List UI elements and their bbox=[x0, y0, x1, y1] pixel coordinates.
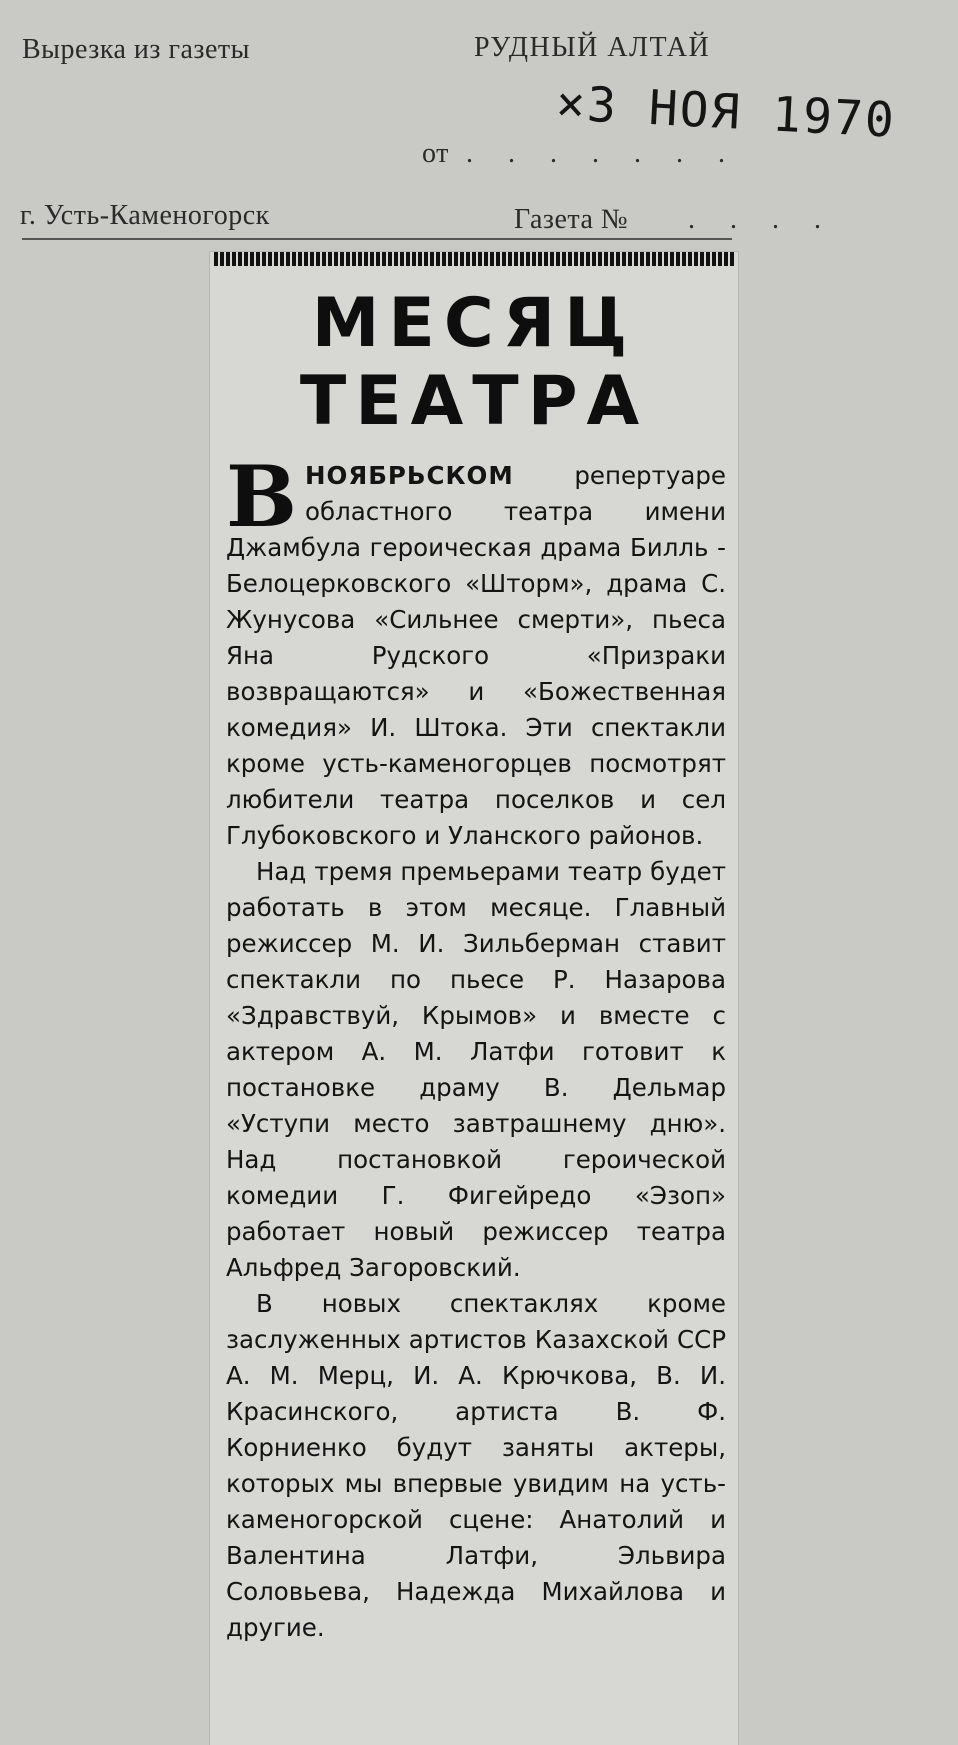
clipping-label: Вырезка из газеты bbox=[22, 34, 250, 65]
clipping-top-border bbox=[214, 252, 736, 266]
headline-line-2: ТЕАТРА bbox=[299, 362, 649, 441]
drop-cap: В bbox=[226, 447, 297, 546]
lead-word: НОЯБРЬСКОМ bbox=[305, 461, 514, 490]
issue-number-label: Газета № bbox=[514, 204, 629, 235]
article-paragraph-2: Над тремя премьерами театр будет работать в этом месяце. Главный режиссер М. И. Зильберман ставит спектакли по пьесе Р. Назарова «Здравствуй, Крымов» и вместе с актером А. М. Латфи готовит к постановке драму В. Дельмар «Уступи место завтрашнему дню». Над постановкой героической комедии Г. Фигейредо «Эзоп» работает новый режиссер театра Альфред Загоровский. bbox=[226, 857, 726, 1282]
headline-line-1: МЕСЯЦ bbox=[311, 284, 637, 363]
article-paragraph-1 bbox=[226, 447, 726, 854]
article-body bbox=[226, 447, 726, 1646]
city-label: г. Усть-Каменогорск bbox=[20, 200, 270, 231]
header-rule bbox=[22, 238, 732, 240]
paragraph-1-text: репертуаре областного театра имени Джамбула героическая драма Билль - Белоцерковского «Шторм», драма С. Жунусова «Сильнее смерти», пьеса Яна Рудского «Призраки возвращаются» и «Божественная комедия» И. Штока. Эти спектакли кроме усть-каменогорцев посмотрят любители театра поселков и сел Глубоковского и Уланского районов. bbox=[226, 461, 726, 850]
date-stamp: ×3 НОЯ 1970 bbox=[554, 75, 898, 149]
date-label: от bbox=[422, 138, 449, 169]
article-paragraph-3: В новых спектаклях кроме заслуженных артистов Казахской ССР А. М. Мерц, И. А. Крючкова, В. И. Красинского, артиста В. Ф. Корниенко будут заняты актеры, которых мы впервые увидим на усть-каменогорской сцене: Анатолий и Валентина Латфи, Эльвира Соловьева, Надежда Михайлова и другие. bbox=[226, 1289, 726, 1642]
date-dots: . . . . . . . bbox=[466, 138, 739, 169]
newspaper-name: РУДНЫЙ АЛТАЙ bbox=[474, 32, 711, 63]
newspaper-clipping bbox=[210, 252, 738, 1745]
issue-number-dots: . . . . bbox=[688, 204, 835, 235]
